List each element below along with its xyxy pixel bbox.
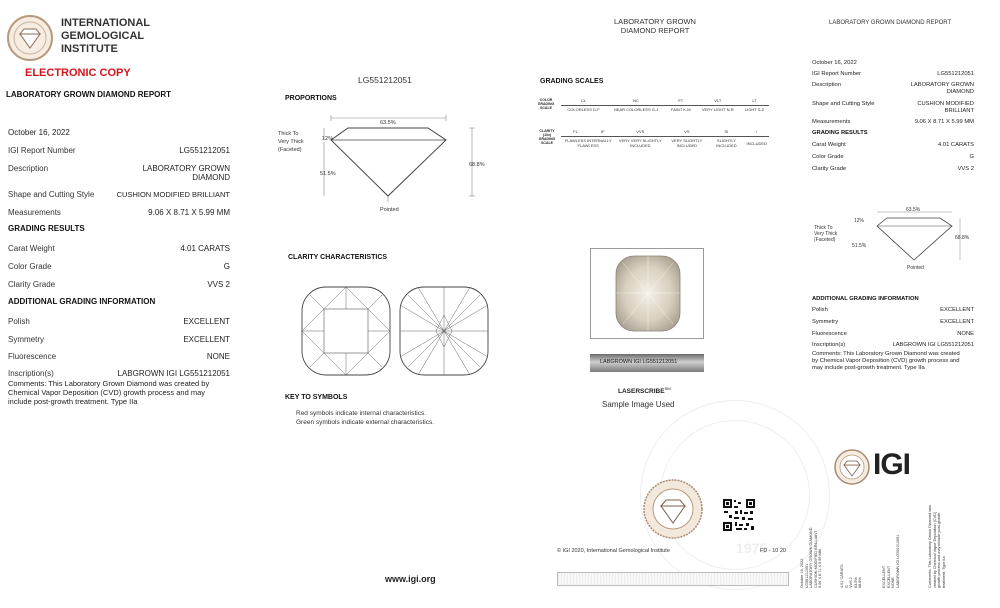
org-line-3: INSTITUTE bbox=[61, 43, 118, 55]
right-row-description bbox=[812, 82, 974, 101]
clarity-label: Clarity Grade bbox=[8, 280, 56, 289]
right-description bbox=[911, 82, 974, 96]
measurements-label: Measurements bbox=[8, 208, 61, 217]
right-description-line-1: LABORATORY GROWN bbox=[910, 82, 974, 88]
qr-code[interactable] bbox=[722, 498, 756, 532]
row-description bbox=[8, 164, 230, 190]
right-row-measurements bbox=[812, 119, 974, 130]
clarity-head-if: IF bbox=[600, 128, 605, 134]
clarity-head-i: I bbox=[756, 128, 758, 134]
report-date: October 16, 2022 bbox=[8, 128, 70, 137]
color-desc-faint: FAINT K-M bbox=[670, 107, 691, 112]
right-measurements-label: Measurements bbox=[812, 119, 851, 125]
right-symmetry-label: Symmetry bbox=[812, 319, 839, 325]
symmetry-label: Symmetry bbox=[8, 335, 44, 344]
inscription-label: Inscription(s) bbox=[8, 369, 54, 378]
report-number-label: IGI Report Number bbox=[8, 146, 76, 155]
carat-label: Carat Weight bbox=[8, 244, 55, 253]
depth-pct: 68.8% bbox=[469, 162, 485, 168]
rot-carat: 4.01 CARATS bbox=[840, 564, 844, 588]
report-title: LABORATORY GROWN DIAMOND REPORT bbox=[6, 90, 172, 99]
color-head-cl: CL bbox=[580, 97, 587, 103]
clarity-plot-pavilion bbox=[398, 285, 490, 377]
laserscribe-sm: SM bbox=[664, 386, 671, 391]
laserscribe-image bbox=[590, 354, 704, 372]
row-report-number bbox=[8, 146, 230, 164]
right-row-shape bbox=[812, 101, 974, 119]
clarity-desc-si: SLIGHTLY INCLUDED bbox=[716, 138, 737, 148]
color-desc-colorless: COLORLESS D-F bbox=[567, 107, 600, 112]
color-head-nc: NC bbox=[633, 97, 639, 103]
clarity-scale-label: CLARITY (10x) GRADING SCALE bbox=[538, 129, 556, 145]
row-inscription bbox=[8, 369, 230, 379]
key-to-symbols-line-1: Red symbols indicate internal characteristics. bbox=[296, 410, 427, 417]
igi-logo-icon bbox=[6, 14, 54, 62]
clarity-desc-i: INCLUDED bbox=[746, 140, 767, 146]
right-row-carat bbox=[812, 142, 974, 154]
description bbox=[143, 164, 230, 182]
watermark-year: 1975 bbox=[736, 540, 768, 556]
rot-measurements: 9.06 X 8.71 X 5.99 MM bbox=[818, 549, 822, 588]
right-culet-label: Pointed bbox=[907, 265, 924, 271]
laserscribe-label bbox=[618, 386, 671, 395]
right-row-clarity bbox=[812, 166, 974, 178]
row-color bbox=[8, 262, 230, 280]
laserscribe-text: LASERSCRIBE bbox=[618, 388, 665, 396]
description-line-2: DIAMOND bbox=[192, 173, 230, 182]
website-url: www.igi.org bbox=[385, 574, 436, 584]
right-depth-pct: 68.8% bbox=[955, 235, 970, 241]
right-row-fluorescence bbox=[812, 331, 974, 342]
rot-polish: EXCELLENT bbox=[882, 565, 886, 588]
grading-results-title: GRADING RESULTS bbox=[8, 224, 85, 233]
clarity-head-fl: FL bbox=[573, 128, 578, 134]
color-desc-very-light: VERY LIGHT N-R bbox=[701, 107, 734, 112]
row-fluorescence bbox=[8, 352, 230, 369]
rot-comments: Comments: This Laboratory Grown Diamond was created by Chemical Vapor Deposition (CVD) growth process and may include post-growth treatment. Type IIa bbox=[928, 504, 946, 588]
right-comments: Comments: This Laboratory Grown Diamond was created by Chemical Vapor Deposition (CVD) growth process and may include post-growth treatment. Type IIa bbox=[812, 351, 960, 371]
clarity-head-vvs: VVS bbox=[636, 128, 645, 134]
right-grading-results-title: GRADING RESULTS bbox=[812, 130, 868, 136]
report-number: LG551212051 bbox=[179, 146, 230, 155]
right-pavilion-pct: 51.5% bbox=[852, 243, 867, 249]
org-line-1: INTERNATIONAL bbox=[61, 17, 151, 29]
clarity-head-vs: VS bbox=[684, 128, 690, 134]
symmetry: EXCELLENT bbox=[183, 335, 230, 344]
right-report-date: October 16, 2022 bbox=[812, 60, 857, 66]
right-polish-label: Polish bbox=[812, 307, 828, 313]
electronic-copy-label: ELECTRONIC COPY bbox=[25, 67, 131, 79]
polish: EXCELLENT bbox=[183, 317, 230, 326]
clarity-desc-vvs: VERY VERY SLIGHTLY INCLUDED bbox=[618, 138, 662, 148]
fluorescence-label: Fluorescence bbox=[8, 352, 57, 361]
right-color: G bbox=[969, 154, 974, 160]
girdle-label-2: Very Thick bbox=[278, 139, 304, 145]
pavilion-pct: 51.5% bbox=[320, 171, 336, 177]
org-name bbox=[61, 17, 150, 56]
disclaimer-strip bbox=[557, 572, 789, 586]
additional-info-title: ADDITIONAL GRADING INFORMATION bbox=[8, 297, 156, 306]
center-title-line-1: LABORATORY GROWN bbox=[614, 17, 696, 26]
rotated-summary bbox=[800, 500, 975, 590]
color-head-lt: LT bbox=[752, 97, 757, 103]
right-fluorescence: NONE bbox=[957, 331, 974, 337]
right-additional bbox=[812, 296, 974, 372]
color-desc-light: LIGHT S-Z bbox=[744, 107, 765, 112]
right-shape-line-2: BRILLIANT bbox=[944, 108, 974, 114]
clarity-desc-flawless: FLAWLESS INTERNALLY FLAWLESS bbox=[564, 138, 612, 148]
right-row-polish bbox=[812, 307, 974, 319]
key-to-symbols-line-2: Green symbols indicate external characteristics. bbox=[296, 419, 435, 426]
color-scale-label: COLOR GRADING SCALE bbox=[537, 98, 555, 110]
right-color-label: Color Grade bbox=[812, 154, 844, 160]
rot-symmetry: EXCELLENT bbox=[886, 565, 891, 588]
grading-scales-title: GRADING SCALES bbox=[540, 78, 604, 85]
color: G bbox=[223, 262, 230, 271]
right-title: LABORATORY GROWN DIAMOND REPORT bbox=[829, 20, 952, 26]
row-carat bbox=[8, 244, 230, 262]
igi-logo-text: IGI bbox=[873, 448, 911, 481]
clarity-plot-crown bbox=[300, 285, 392, 377]
row-polish bbox=[8, 317, 230, 335]
igi-round-logo-icon bbox=[833, 448, 871, 486]
row-measurements bbox=[8, 208, 230, 224]
right-girdle-label-1: Thick To bbox=[814, 225, 833, 231]
girdle-label-1: Thick To bbox=[278, 131, 299, 137]
clarity-head-si: SI bbox=[724, 128, 729, 134]
right-description-line-2: DIAMOND bbox=[946, 89, 974, 95]
right-inscription-label: Inscription(s) bbox=[812, 342, 846, 348]
right-report-number: LG551212051 bbox=[937, 71, 974, 77]
proportions-title: PROPORTIONS bbox=[285, 95, 337, 102]
center-title bbox=[605, 17, 705, 35]
table-pct: 63.5% bbox=[380, 120, 396, 126]
inscription: LABGROWN IGI LG551212051 bbox=[117, 369, 230, 378]
row-clarity bbox=[8, 280, 230, 297]
key-to-symbols-title: KEY TO SYMBOLS bbox=[285, 394, 348, 401]
culet-label: Pointed bbox=[380, 207, 399, 213]
laserscribe-inscription: LABGROWN IGI LG551212051 bbox=[600, 359, 678, 365]
right-row-report-number bbox=[812, 71, 974, 82]
rot-table: 63.5% bbox=[853, 577, 858, 588]
shape-label: Shape and Cutting Style bbox=[8, 190, 95, 199]
color-label: Color Grade bbox=[8, 262, 52, 271]
right-fluorescence-label: Fluorescence bbox=[812, 331, 847, 337]
proportions-diagram bbox=[276, 108, 506, 218]
rot-color: G bbox=[844, 585, 849, 588]
carat: 4.01 CARATS bbox=[180, 244, 230, 253]
right-shape bbox=[917, 101, 974, 115]
diamond-photo bbox=[591, 249, 703, 338]
row-symmetry bbox=[8, 335, 230, 352]
color-scale-table bbox=[561, 96, 769, 112]
clarity-characteristics-title: CLARITY CHARACTERISTICS bbox=[288, 254, 388, 261]
right-report-number-label: IGI Report Number bbox=[812, 71, 861, 77]
rot-inscription: LABGROWN IGI LG551212051 bbox=[895, 534, 900, 588]
copyright: © IGI 2020, International Gemological Institute bbox=[557, 548, 670, 554]
rot-date: October 16, 2022 bbox=[800, 558, 804, 588]
color-head-ft: FT bbox=[678, 97, 684, 103]
polish-label: Polish bbox=[8, 317, 30, 326]
sample-image-caption: Sample Image Used bbox=[602, 400, 675, 409]
right-shape-line-1: CUSHION MODIFIED bbox=[917, 101, 974, 107]
girdle-label-3: (Faceted) bbox=[278, 147, 302, 153]
org-line-2: GEMOLOGICAL bbox=[61, 30, 145, 42]
right-clarity-label: Clarity Grade bbox=[812, 166, 847, 172]
right-inscription: LABGROWN IGI LG551212051 bbox=[892, 342, 974, 348]
right-polish: EXCELLENT bbox=[940, 307, 974, 313]
rot-clarity: VVS 2 bbox=[849, 577, 853, 588]
right-girdle-label-3: (Faceted) bbox=[814, 237, 836, 243]
measurements: 9.06 X 8.71 X 5.99 MM bbox=[148, 208, 230, 217]
right-additional-title: ADDITIONAL GRADING INFORMATION bbox=[812, 296, 919, 302]
center-title-line-2: DIAMOND REPORT bbox=[620, 26, 690, 35]
color-head-vlt: VLT bbox=[714, 97, 722, 103]
right-table-pct: 63.5% bbox=[906, 207, 921, 213]
fluorescence: NONE bbox=[206, 352, 230, 361]
right-row-inscription bbox=[812, 342, 974, 351]
shape: CUSHION MODIFIED BRILLIANT bbox=[116, 190, 230, 199]
right-carat-label: Carat Weight bbox=[812, 142, 846, 148]
right-carat: 4.01 CARATS bbox=[938, 142, 974, 148]
right-proportions-diagram bbox=[812, 202, 972, 272]
right-description-label: Description bbox=[812, 82, 841, 88]
color-desc-near-colorless: NEAR COLORLESS G-J bbox=[613, 107, 659, 112]
form-code: FD - 10 20 bbox=[760, 548, 786, 554]
left-panel bbox=[0, 0, 250, 608]
description-label: Description bbox=[8, 164, 49, 173]
report-number-center: LG551212051 bbox=[358, 75, 412, 85]
comments: Comments: This Laboratory Grown Diamond was created by Chemical Vapor Deposition (CVD) growth process and may include post-growth treatment. Type IIa bbox=[8, 379, 210, 406]
right-row-color bbox=[812, 154, 974, 166]
row-shape bbox=[8, 190, 230, 208]
right-girdle-label-2: Very Thick bbox=[814, 231, 838, 237]
clarity-scale-table bbox=[561, 127, 769, 148]
rot-depth: 68.8% bbox=[858, 577, 862, 588]
description-line-1: LABORATORY GROWN bbox=[142, 164, 230, 173]
clarity-desc-vs: VERY SLIGHTLY INCLUDED bbox=[671, 138, 703, 148]
clarity: VVS 2 bbox=[207, 280, 230, 289]
right-crown-pct: 12% bbox=[854, 218, 865, 224]
right-symmetry: EXCELLENT bbox=[940, 319, 974, 325]
right-shape-label: Shape and Cutting Style bbox=[812, 101, 875, 107]
right-row-symmetry bbox=[812, 319, 974, 331]
diamond-photo-frame bbox=[590, 248, 704, 339]
right-measurements: 9.06 X 8.71 X 5.99 MM bbox=[914, 119, 974, 125]
igi-seal-icon bbox=[642, 478, 704, 540]
right-details bbox=[812, 60, 974, 178]
right-clarity: VVS 2 bbox=[957, 166, 974, 172]
crown-pct: 12% bbox=[322, 136, 334, 142]
rot-description: LABORATORY GROWN DIAMOND bbox=[809, 527, 813, 588]
rot-shape: CUSHION MODIFIED BRILLIANT bbox=[813, 530, 818, 588]
rot-number: LG551212051 bbox=[804, 563, 809, 588]
rot-fluorescence: NONE bbox=[891, 577, 895, 588]
left-details bbox=[8, 128, 230, 406]
